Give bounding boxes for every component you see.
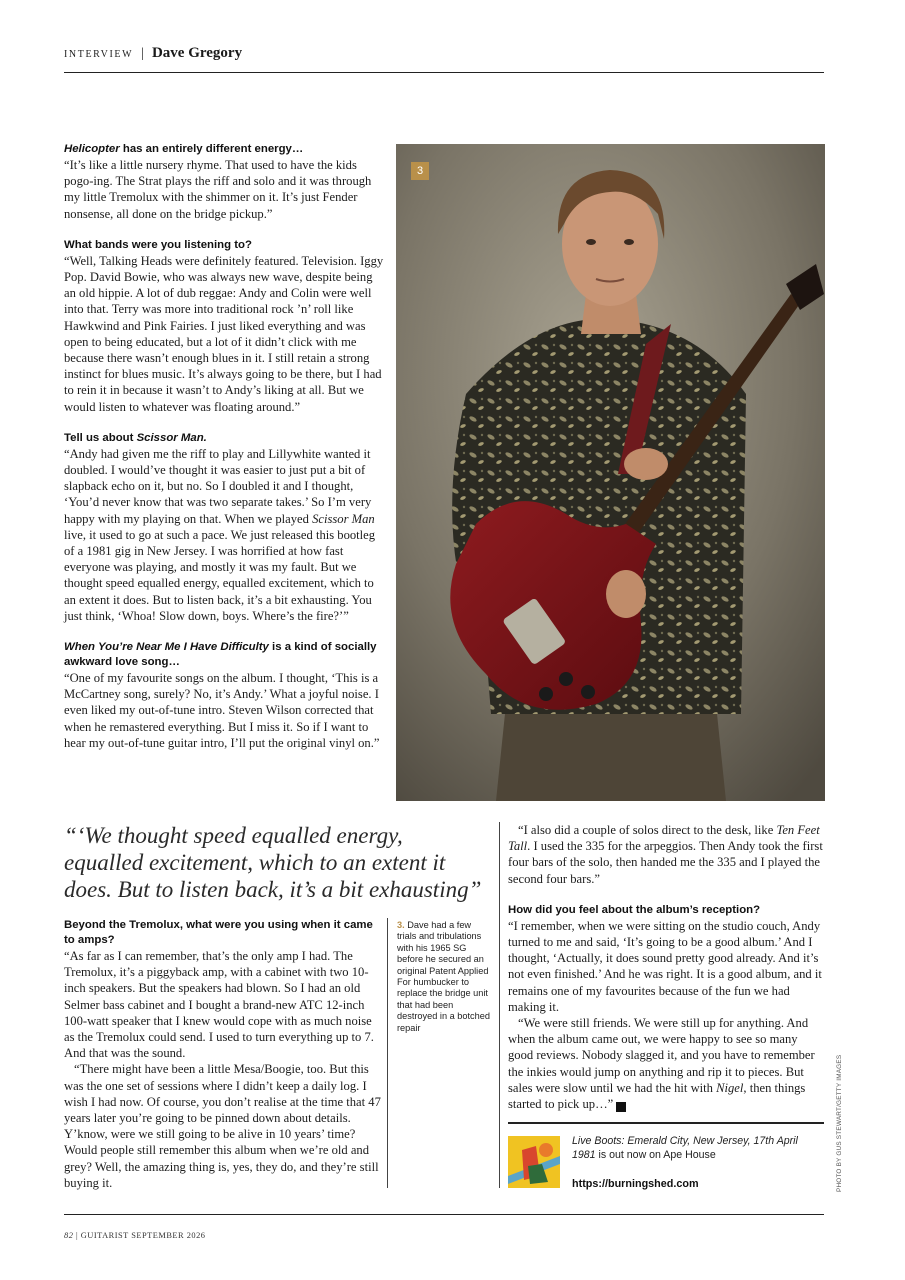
running-header — [64, 44, 824, 64]
answer-segment: “We were still friends. We were still up for anything. And when the album came out, we were happy to see so many good reviews. Nobody slagged it, and you have to remember the inkies would jump on anything and rip it to pieces. But sales were slow until we had the hit with — [508, 1016, 815, 1095]
end-mark-icon: G — [616, 1102, 626, 1112]
qa-block — [64, 238, 384, 415]
caption-number: 3. — [397, 920, 405, 930]
question-text: Tell us about — [64, 431, 137, 444]
portrait-illustration — [396, 144, 825, 801]
question-italic: When You’re Near Me I Have Difficulty — [64, 641, 269, 654]
answer-segment: “I also did a couple of solos direct to the desk, like — [518, 823, 777, 837]
answer-text: “One of my favourite songs on the album. I thought, ‘This is a McCartney song, surely? No, it’s Andy.’ What a joyful noise. I even liked my out-of-tune intro. Steven Wilson corrected that when he remastered everything. But I miss it. So if I want to hear my out-of-tune guitar intro, I’ll put the original vinyl on.” — [64, 671, 380, 750]
question — [64, 142, 384, 157]
boxout-url-link[interactable]: https://burningshed.com — [572, 1178, 699, 1190]
question-text: has an entirely different energy… — [119, 143, 304, 155]
interviewee-name: Dave Gregory — [151, 45, 243, 61]
question — [64, 640, 384, 670]
answer-segment: , then things started to pick up…” — [508, 1080, 806, 1112]
answer-text: “As far as I can remember, that’s the only amp I had. The Tremolux, it’s a piggyback amp, with a cabinet with two 10-inch speakers. But the speakers had blown. So I had an old Selmer bass cabinet and I bought a brand-new ATC 12-inch 100-watt speaker that I knew would cope with as much noise as the Tremolux could send. I used to turn everything up to 7. And that was the sound. — [64, 949, 374, 1061]
album-cover-image — [508, 1136, 560, 1188]
section-label: INTERVIEW — [64, 49, 134, 60]
publication-issue: GUITARIST SEPTEMBER 2026 — [80, 1231, 206, 1240]
question — [64, 431, 384, 446]
album-release-info: is out now on Ape House — [595, 1149, 716, 1161]
portrait-photo — [396, 144, 825, 801]
column-divider — [387, 918, 388, 1188]
question-italic: Scissor Man. — [136, 431, 207, 444]
photo-credit-text: PHOTO BY GUS STEWART/GETTY IMAGES — [836, 1054, 843, 1192]
answer-italic: Scissor Man — [312, 511, 375, 526]
page-number: 82 — [64, 1231, 74, 1240]
question: What bands were you listening to? — [64, 238, 252, 251]
question: Beyond the Tremolux, what were you using when it came to amps? — [64, 919, 373, 946]
answer-text: “I remember, when we were sitting on the studio couch, Andy turned to me and said, ‘It’s going to be a good album.’ And I thought, ‘Actually, it does sound pretty good already. And it’s not even finished.’ And he was right. It is a good album, and it remains one of my favourites because of the fun we had making it. — [508, 918, 822, 1014]
answer-text — [508, 1015, 824, 1112]
footer-separator: | — [75, 1231, 79, 1240]
lower-left-column — [64, 918, 382, 1191]
photo-caption — [397, 920, 493, 1034]
answer-text — [508, 822, 824, 887]
left-column — [64, 142, 384, 767]
album-title: Live Boots: Emerald City, New Jersey, 17th April 1981 — [572, 1135, 798, 1161]
header-separator: | — [141, 46, 144, 61]
question-text: is a kind of socially awkward love song… — [64, 641, 377, 669]
caption-text: Dave had a few trials and tribulations with his 1965 SG before he secured an original Patent Applied For humbucker to replace the bridge unit that had been destroyed in a botched repair — [397, 920, 490, 1033]
header-rule — [64, 72, 824, 73]
answer-text: “It’s like a little nursery rhyme. That used to have the kids pogo-ing. The Strat plays the riff and solo and it was through my little Tremolux with the shimmer on it. It’s just Fender nonsense, all done on the bridge pickup.” — [64, 158, 372, 221]
question: How did you feel about the album’s reception? — [508, 903, 761, 916]
question-italic: Helicopter — [64, 143, 120, 155]
answer-text: “There might have been a little Mesa/Boogie, too. But this was the one set of sessions where I didn’t keep a daily log. I wish I had now. Of course, you don’t realise at the time that 47 years later you’re going to be pinned down about details. Y’know, were we still going to be alive in 10 years’ time? Would people still remember this album when we’re old and grey? Well, the amazing thing is, yes, they do, and they’re still buying it. — [64, 1062, 381, 1190]
answer-text — [64, 446, 384, 624]
pull-quote: “‘We thought speed equalled energy, equalled excitement, which to an extent it does. But to listen back, it’s a bit exhausting” — [64, 823, 482, 902]
answer-italic: Ten Feet Tall — [508, 823, 820, 854]
footer-rule — [64, 1214, 824, 1215]
right-column — [508, 822, 824, 1112]
photo-number-badge: 3 — [411, 162, 429, 180]
qa-block — [64, 142, 384, 222]
boxout-rule — [508, 1122, 824, 1124]
qa-block — [64, 640, 384, 751]
album-cover-illustration — [508, 1136, 560, 1188]
answer-italic: Nigel — [716, 1080, 744, 1095]
page-footer — [64, 1231, 205, 1240]
answer-segment: live, it used to go at such a pace. We just released this bootleg of a 1981 gig in New Jersey. I was horrified at how fast everyone was playing, and mostly it was my fault. But we thought speed equalled energy, equalled excitement, which to an extent it does. But to listen back, it’s a bit exhausting. You just think, ‘Whoa! Slow down, boys. Where’s the fire?’” — [64, 527, 376, 623]
photo-credit — [836, 1054, 848, 1192]
column-divider — [499, 822, 500, 1188]
answer-segment: “Andy had given me the riff to play and Lillywhite wanted it doubled. I would’ve thought it was easier to just put a bit of slapback echo on it, but no. So I doubled it and I thought, ‘You’d never know that was two separate takes.’ So I’m very happy with my playing on that. When we played — [64, 446, 372, 526]
qa-block — [64, 431, 384, 624]
answer-segment: . I used the 335 for the arpeggios. Then Andy took the first four bars of the solo, then handed me the 335 and I played the second four bars.” — [508, 839, 823, 886]
answer-text: “Well, Talking Heads were definitely featured. Television. Iggy Pop. David Bowie, who was always new wave, despite being an old hippie. A lot of dub reggae: Andy and Colin were well into that. Terry was more into traditional rock ’n’ roll like Hawkwind and Pink Fairies. I just liked everything and was open to being educated, but a lot of it didn’t click with me because there wasn’t enough blues in it. I still retain a strong instinct for blues music. It’s always going to be there, but I had to rein it in because it wasn’t to Andy’s liking at all. But we would listen to whatever was floating around.” — [64, 253, 384, 414]
boxout-text — [572, 1134, 822, 1162]
